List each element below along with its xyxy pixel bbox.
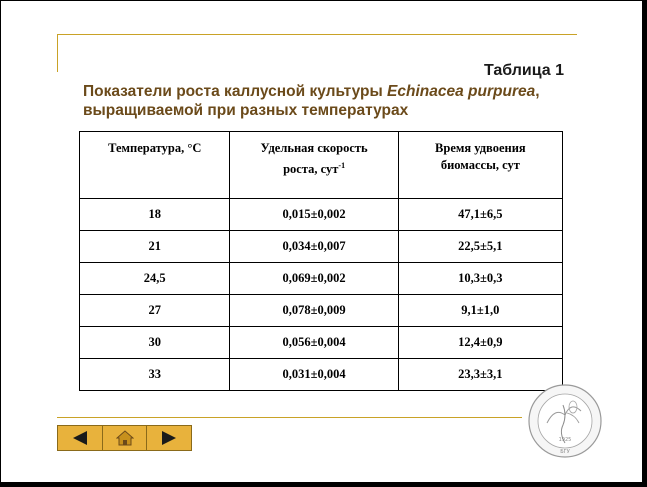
cell-growth-rate: 0,056±0,004	[230, 327, 398, 359]
cell-temperature: 27	[80, 295, 230, 327]
cell-doubling-time: 47,1±6,5	[398, 199, 562, 231]
home-icon	[116, 430, 134, 446]
slide-navigation-bar	[57, 425, 192, 451]
previous-slide-button[interactable]	[58, 426, 103, 450]
cell-growth-rate: 0,078±0,009	[230, 295, 398, 327]
seal-year: 1925	[558, 437, 572, 443]
cell-temperature: 21	[80, 231, 230, 263]
table-row	[80, 295, 563, 327]
bottom-decorative-line	[57, 417, 522, 418]
cell-doubling-time: 22,5±5,1	[398, 231, 562, 263]
caption-text-start: Показатели роста каллусной культуры	[83, 83, 388, 100]
university-seal-logo	[527, 383, 603, 459]
cell-growth-rate: 0,015±0,002	[230, 199, 398, 231]
home-button[interactable]	[103, 426, 148, 450]
arrow-left-icon	[69, 430, 91, 446]
cell-growth-rate: 0,031±0,004	[230, 359, 398, 391]
table-row	[80, 327, 563, 359]
caption-species-name: Echinacea purpurea	[387, 83, 536, 100]
left-decorative-line	[57, 34, 58, 72]
header-doubling-time: Время удвоения биомассы, сут	[398, 132, 562, 199]
table-row	[80, 199, 563, 231]
cell-temperature: 33	[80, 359, 230, 391]
seal-abbrev: БГУ	[560, 449, 570, 455]
next-slide-button[interactable]	[147, 426, 191, 450]
cell-doubling-time: 23,3±3,1	[398, 359, 562, 391]
table-row	[80, 231, 563, 263]
table-row	[80, 359, 563, 391]
cell-doubling-time: 10,3±0,3	[398, 263, 562, 295]
caption-text-end: , выращиваемой при разных температурах	[83, 83, 540, 119]
table-header-row	[80, 132, 563, 199]
table-number-label: Таблица 1	[483, 62, 564, 79]
arrow-right-icon	[158, 430, 180, 446]
cell-doubling-time: 12,4±0,9	[398, 327, 562, 359]
cell-temperature: 18	[80, 199, 230, 231]
growth-data-table	[79, 131, 563, 391]
cell-temperature: 30	[80, 327, 230, 359]
cell-growth-rate: 0,069±0,002	[230, 263, 398, 295]
cell-doubling-time: 9,1±1,0	[398, 295, 562, 327]
header-temperature: Температура, °C	[80, 132, 230, 199]
header-growth-rate: Удельная скорость роста, сут$^{-1}$	[230, 132, 398, 199]
table-row	[80, 263, 563, 295]
cell-growth-rate: 0,034±0,007	[230, 231, 398, 263]
top-decorative-line	[57, 34, 577, 35]
cell-temperature: 24,5	[80, 263, 230, 295]
table-caption	[83, 82, 573, 120]
